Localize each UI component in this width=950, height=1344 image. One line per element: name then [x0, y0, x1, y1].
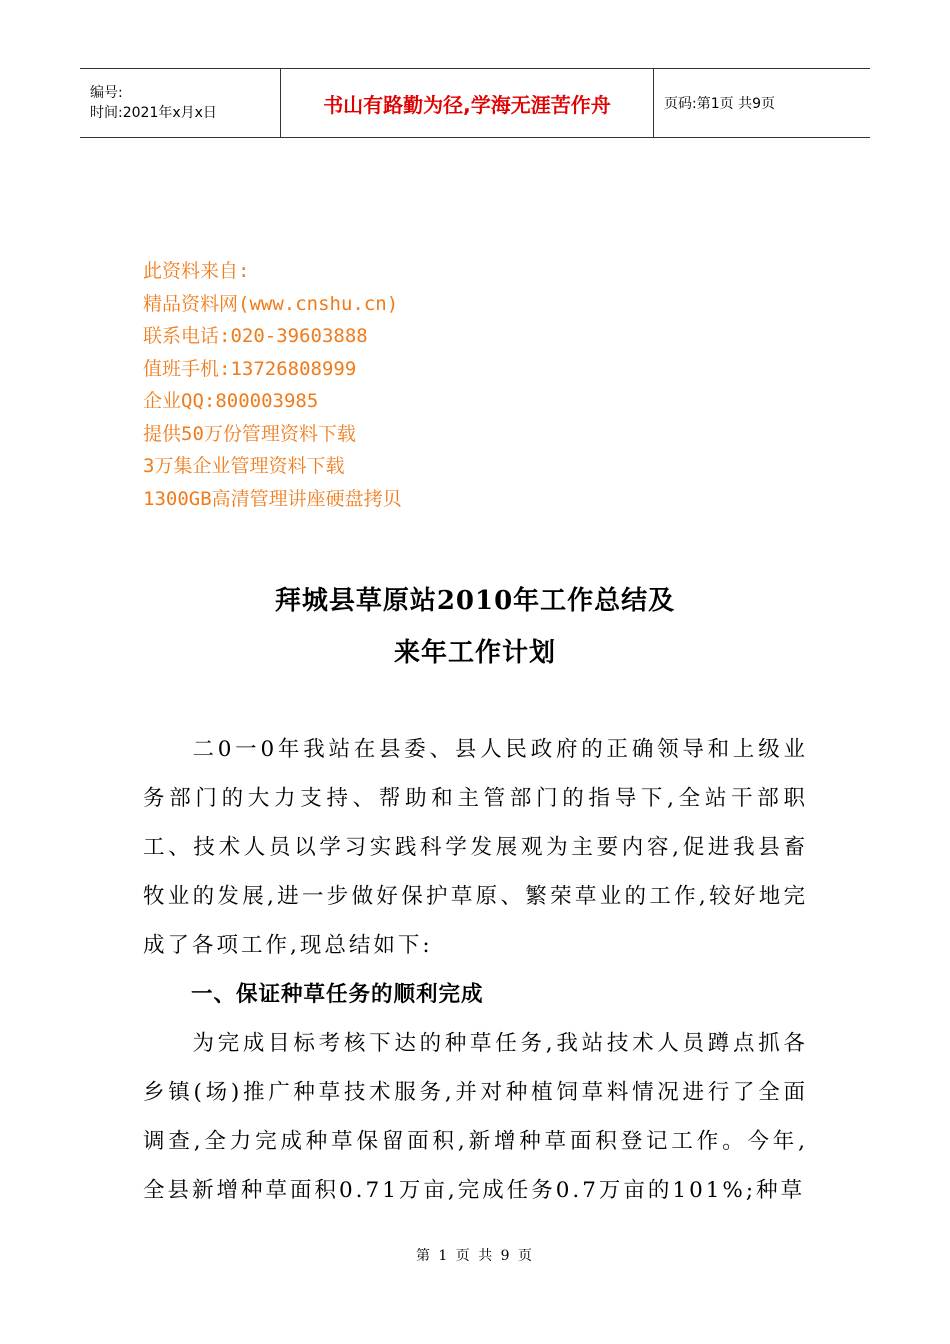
page-footer: 第 1 页 共 9 页 [415, 1248, 535, 1264]
intro-paragraph: 二0一0年我站在县委、县人民政府的正确领导和上级业务部门的大力支持、帮助和主管部门的指导下,全站干部职工、技术人员以学习实践科学发展观为主要内容,促进我县畜牧业的发展,进一步做好保护草原、繁荣草业的工作,较好地完成了各项工作,现总结如下: [143, 737, 808, 958]
section-paragraph: 为完成目标考核下达的种草任务,我站技术人员蹲点抓各乡镇(场)推广种草技术服务,并对种植饲草料情况进行了全面调查,全力完成种草保留面积,新增种草面积登记工作。今年,全县新增种草面积0.71万亩,完成任务0.7万亩的101%;种草 [143, 1031, 808, 1203]
document-body [143, 725, 808, 1215]
header-meta [80, 69, 280, 137]
source-line: 提供50万份管理资料下载 [143, 422, 356, 445]
header-page-info [654, 69, 870, 137]
source-line: 值班手机:13726808999 [143, 357, 357, 380]
document-time: 时间:2021年x月x日 [90, 105, 217, 121]
document-title-line-1: 拜城县草原站2010年工作总结及 [274, 586, 676, 616]
header-motto [280, 69, 654, 137]
section-heading: 一、保证种草任务的顺利完成 [191, 982, 484, 1007]
document-number: 编号: [90, 85, 123, 101]
source-info-block [143, 255, 402, 515]
source-line: 精品资料网(www.cnshu.cn) [143, 292, 399, 315]
page-info-text: 页码:第1页 共9页 [664, 96, 775, 112]
source-line: 联系电话:020-39603888 [143, 325, 368, 347]
source-line: 1300GB高清管理讲座硬盘拷贝 [143, 487, 402, 510]
source-line: 3万集企业管理资料下载 [143, 455, 345, 477]
document-title-line-2: 来年工作计划 [393, 638, 556, 668]
source-line: 此资料来自: [143, 260, 250, 282]
document-header [80, 68, 870, 138]
motto-text: 书山有路勤为径,学海无涯苦作舟 [323, 92, 611, 117]
source-line: 企业QQ:800003985 [143, 390, 319, 412]
